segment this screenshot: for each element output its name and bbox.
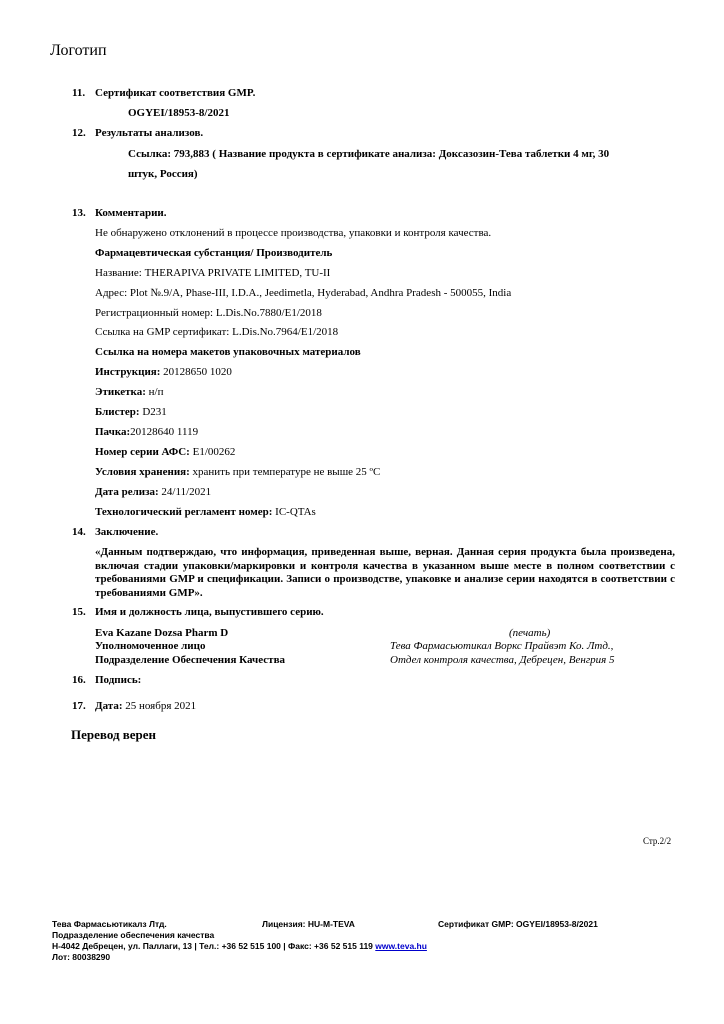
footer-address	[52, 941, 427, 951]
release-label: Дата релиза:	[95, 486, 159, 498]
manufacturer-address: Адрес: Plot №.9/A, Phase-III, I.D.A., Jeedimetla, Hyderabad, Andhra Pradesh - 500055, India	[95, 287, 512, 299]
signature-label: Подпись:	[95, 674, 142, 686]
release-row	[95, 486, 211, 498]
footer-website-link[interactable]: www.teva.hu	[375, 941, 427, 951]
pack-label: Пачка:	[95, 426, 131, 438]
section-12-number: 12.	[72, 127, 86, 139]
label-row	[95, 386, 163, 398]
api-batch-row	[95, 446, 235, 458]
person-name: Eva Kazane Dozsa Pharm D	[95, 627, 229, 639]
stamp-company: Тева Фармасьютикал Воркс Прайвэт Ко. Лтд.,	[390, 640, 614, 652]
api-batch-value: E1/00262	[189, 446, 236, 458]
instructions-row	[95, 366, 232, 378]
section-13-title: Комментарии.	[95, 207, 167, 219]
section-14-title: Заключение.	[95, 526, 159, 538]
analysis-reference-line2: штук, Россия)	[128, 168, 198, 180]
person-department: Подразделение Обеспечения Качества	[95, 654, 286, 666]
section-11-number: 11.	[72, 87, 86, 99]
blister-value: D231	[139, 406, 167, 418]
footer-department: Подразделение обеспечения качества	[52, 930, 215, 940]
footer-company: Тева Фармасьютикалз Лтд.	[52, 919, 167, 929]
storage-label: Условия хранения:	[95, 466, 190, 478]
section-12-title: Результаты анализов.	[95, 127, 204, 139]
footer-address-text: H-4042 Дебрецен, ул. Паллаги, 13 | Тел.: +36 52 515 100 | Факс: +36 52 515 119	[52, 941, 376, 951]
regulation-label: Технологический регламент номер:	[95, 506, 273, 518]
manufacturer-name: Название: THERAPIVA PRIVATE LIMITED, TU-II	[95, 267, 331, 279]
api-batch-label: Номер серии АФС:	[95, 446, 190, 458]
section-16-number: 16.	[72, 674, 86, 686]
page-number: Стр.2/2	[643, 836, 672, 846]
regulation-row	[95, 506, 316, 518]
registration-number: Регистрационный номер: L.Dis.No.7880/E1/2018	[95, 307, 322, 319]
section-15-title: Имя и должность лица, выпустившего серию.	[95, 606, 324, 618]
date-label: Дата:	[95, 700, 123, 712]
regulation-value: IC-QTAs	[272, 506, 316, 518]
substance-heading: Фармацевтическая субстанция/ Производитель	[95, 247, 333, 259]
date-row	[95, 700, 196, 712]
analysis-reference-line1: Ссылка: 793,883 ( Название продукта в сертификате анализа: Доксазозин-Тева таблетки 4 мг, 30	[128, 148, 610, 160]
date-value: 25 ноября 2021	[122, 700, 197, 712]
blister-label: Блистер:	[95, 406, 140, 418]
packaging-heading: Ссылка на номера макетов упаковочных материалов	[95, 346, 361, 358]
section-14-number: 14.	[72, 526, 86, 538]
pack-value: 20128640 1119	[130, 426, 199, 438]
conclusion-text: «Данным подтверждаю, что информация, приведенная выше, верная. Данная серия продукта была произведена, включая стадии упаковки/маркировки и контроля качества в указанном выше месте в полном соответствии с требованиями GMP и спецификации. Записи о производстве, упаковке и анализе серии находятся в соответствии с требованиями GMP».	[95, 546, 675, 599]
storage-row	[95, 466, 380, 478]
instructions-value: 20128650 1020	[160, 366, 232, 378]
instructions-label: Инструкция:	[95, 366, 161, 378]
gmp-reference: Ссылка на GMP сертификат: L.Dis.No.7964/E1/2018	[95, 326, 339, 338]
footer-license: Лицензия: HU-M-TEVA	[262, 919, 355, 929]
translation-certification: Перевод верен	[71, 727, 157, 742]
footer-gmp-certificate: Сертификат GMP: OGYEI/18953-8/2021	[438, 919, 598, 929]
no-deviation-text: Не обнаружено отклонений в процессе производства, упаковки и контроля качества.	[95, 227, 492, 239]
stamp-department: Отдел контроля качества, Дебрецен, Венгрия 5	[390, 654, 615, 666]
section-17-number: 17.	[72, 700, 86, 712]
section-15-number: 15.	[72, 606, 86, 618]
gmp-certificate-number: OGYEI/18953-8/2021	[128, 107, 230, 119]
pack-row	[95, 426, 198, 438]
person-role: Уполномоченное лицо	[95, 640, 206, 652]
footer-lot: Лот: 80038290	[52, 952, 111, 962]
label-label: Этикетка:	[95, 386, 146, 398]
stamp-label: (печать)	[509, 627, 551, 639]
section-13-number: 13.	[72, 207, 86, 219]
logo-placeholder: Логотип	[50, 42, 107, 59]
release-value: 24/11/2021	[158, 486, 212, 498]
label-value: н/п	[145, 386, 164, 398]
storage-value: хранить при температуре не выше 25 ºС	[189, 466, 381, 478]
blister-row	[95, 406, 167, 418]
section-11-title: Сертификат соответствия GMP.	[95, 87, 256, 99]
